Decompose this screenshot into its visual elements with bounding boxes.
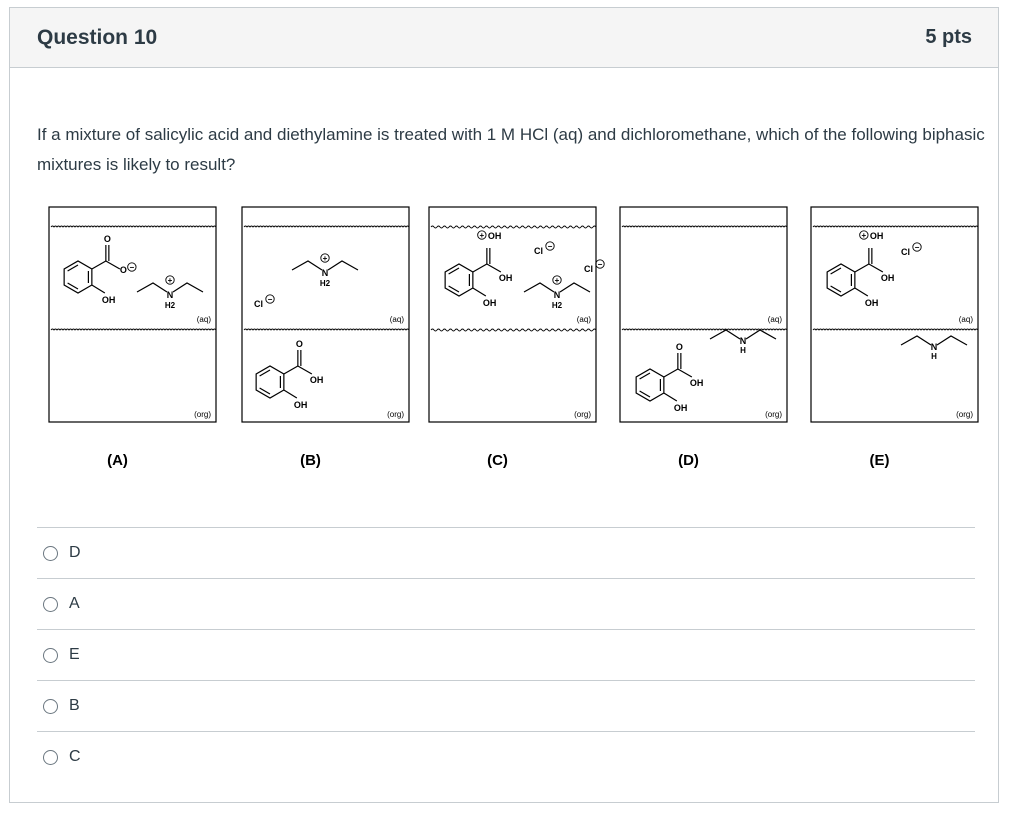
carboxyl-oh-label: OH [309, 375, 324, 385]
beaker-outline [620, 207, 787, 422]
carbonyl-oxygen-label: O [675, 342, 683, 352]
question-header [10, 8, 998, 68]
chloride-label: Cl [534, 246, 543, 256]
beaker-panel [811, 207, 978, 469]
radio-button[interactable] [43, 546, 58, 561]
panel-letter: (C) [487, 452, 508, 469]
aqueous-phase-label: (aq) [196, 315, 211, 324]
beaker-panel [620, 207, 787, 469]
beaker-outline [242, 207, 409, 422]
biphasic-mixtures-figure [38, 197, 984, 495]
negative-charge-sign: − [267, 295, 273, 305]
beaker-panel [242, 207, 409, 469]
answer-option[interactable] [37, 629, 975, 680]
phenol-oh-label: OH [673, 403, 688, 413]
chloride-label: Cl [584, 264, 593, 274]
carboxyl-oh-label: OH [880, 273, 895, 283]
nitrogen-label: N [553, 290, 561, 300]
answer-label: B [69, 697, 80, 714]
panel-letter: (B) [300, 452, 321, 469]
hydrogen-label: H [931, 352, 937, 361]
negative-charge-sign: − [597, 260, 603, 270]
panel-letter: (A) [107, 452, 128, 469]
organic-phase-label: (org) [387, 410, 404, 419]
question-text: If a mixture of salicylic acid and diethylamine is treated with 1 M HCl (aq) and dichloromethane, which of the following biphasic mixtures is likely to result? [37, 125, 985, 174]
question-points: 5 pts [925, 26, 972, 48]
panel-letter: (E) [869, 452, 890, 469]
hydrogen-label: H [740, 346, 746, 355]
aqueous-phase-label: (aq) [767, 315, 782, 324]
beaker-panel [429, 207, 604, 469]
question-card [9, 7, 999, 803]
positive-charge-sign: + [479, 231, 485, 241]
biphasic-mixtures-svg [38, 197, 984, 495]
phenol-oh-label: OH [482, 298, 497, 308]
carboxyl-oh-label: OH [689, 378, 704, 388]
oxonium-label: OH [487, 231, 502, 241]
aqueous-phase-label: (aq) [576, 315, 591, 324]
phenol-oh-label: OH [101, 295, 116, 305]
answer-label: E [69, 646, 80, 663]
beaker-outline [811, 207, 978, 422]
organic-phase-label: (org) [194, 410, 211, 419]
answer-option[interactable] [37, 578, 975, 629]
answer-label: C [69, 748, 81, 765]
answer-list [37, 527, 975, 782]
aqueous-phase-label: (aq) [389, 315, 404, 324]
negative-charge-sign: − [129, 263, 135, 273]
carbonyl-oxygen-label: O [103, 234, 111, 244]
beaker-outline [429, 207, 596, 422]
phenol-oh-label: OH [293, 400, 308, 410]
phenol-oh-label: OH [864, 298, 879, 308]
positive-charge-sign: + [167, 276, 173, 286]
question-title: Question 10 [37, 25, 158, 49]
positive-charge-sign: + [554, 276, 560, 286]
oxonium-label: OH [869, 231, 884, 241]
organic-phase-label: (org) [574, 410, 591, 419]
positive-charge-sign: + [861, 231, 867, 241]
beaker-panel [49, 207, 216, 469]
chloride-label: Cl [901, 247, 910, 257]
h2-label: H2 [164, 301, 176, 310]
carbonyl-oxygen-label: O [295, 339, 303, 349]
h2-label: H2 [319, 279, 331, 288]
radio-button[interactable] [43, 597, 58, 612]
nitrogen-label: N [166, 290, 174, 300]
aqueous-phase-label: (aq) [958, 315, 973, 324]
nitrogen-label: N [321, 268, 329, 278]
positive-charge-sign: + [322, 254, 328, 264]
negative-charge-sign: − [547, 242, 553, 252]
radio-button[interactable] [43, 699, 58, 714]
answer-option[interactable] [37, 527, 975, 578]
answer-label: D [69, 544, 81, 561]
negative-charge-sign: − [914, 243, 920, 253]
nitrogen-label: N [930, 342, 938, 352]
h2-label: H2 [551, 301, 563, 310]
radio-button[interactable] [43, 648, 58, 663]
organic-phase-label: (org) [765, 410, 782, 419]
carboxylate-oxygen-label: O [119, 265, 127, 275]
answer-label: A [69, 595, 80, 612]
answer-option[interactable] [37, 731, 975, 782]
radio-button[interactable] [43, 750, 58, 765]
panel-letter: (D) [678, 452, 699, 469]
organic-phase-label: (org) [956, 410, 973, 419]
answer-option[interactable] [37, 680, 975, 731]
carboxyl-oh-label: OH [498, 273, 513, 283]
beaker-outline [49, 207, 216, 422]
nitrogen-label: N [739, 336, 747, 346]
chloride-label: Cl [254, 299, 263, 309]
